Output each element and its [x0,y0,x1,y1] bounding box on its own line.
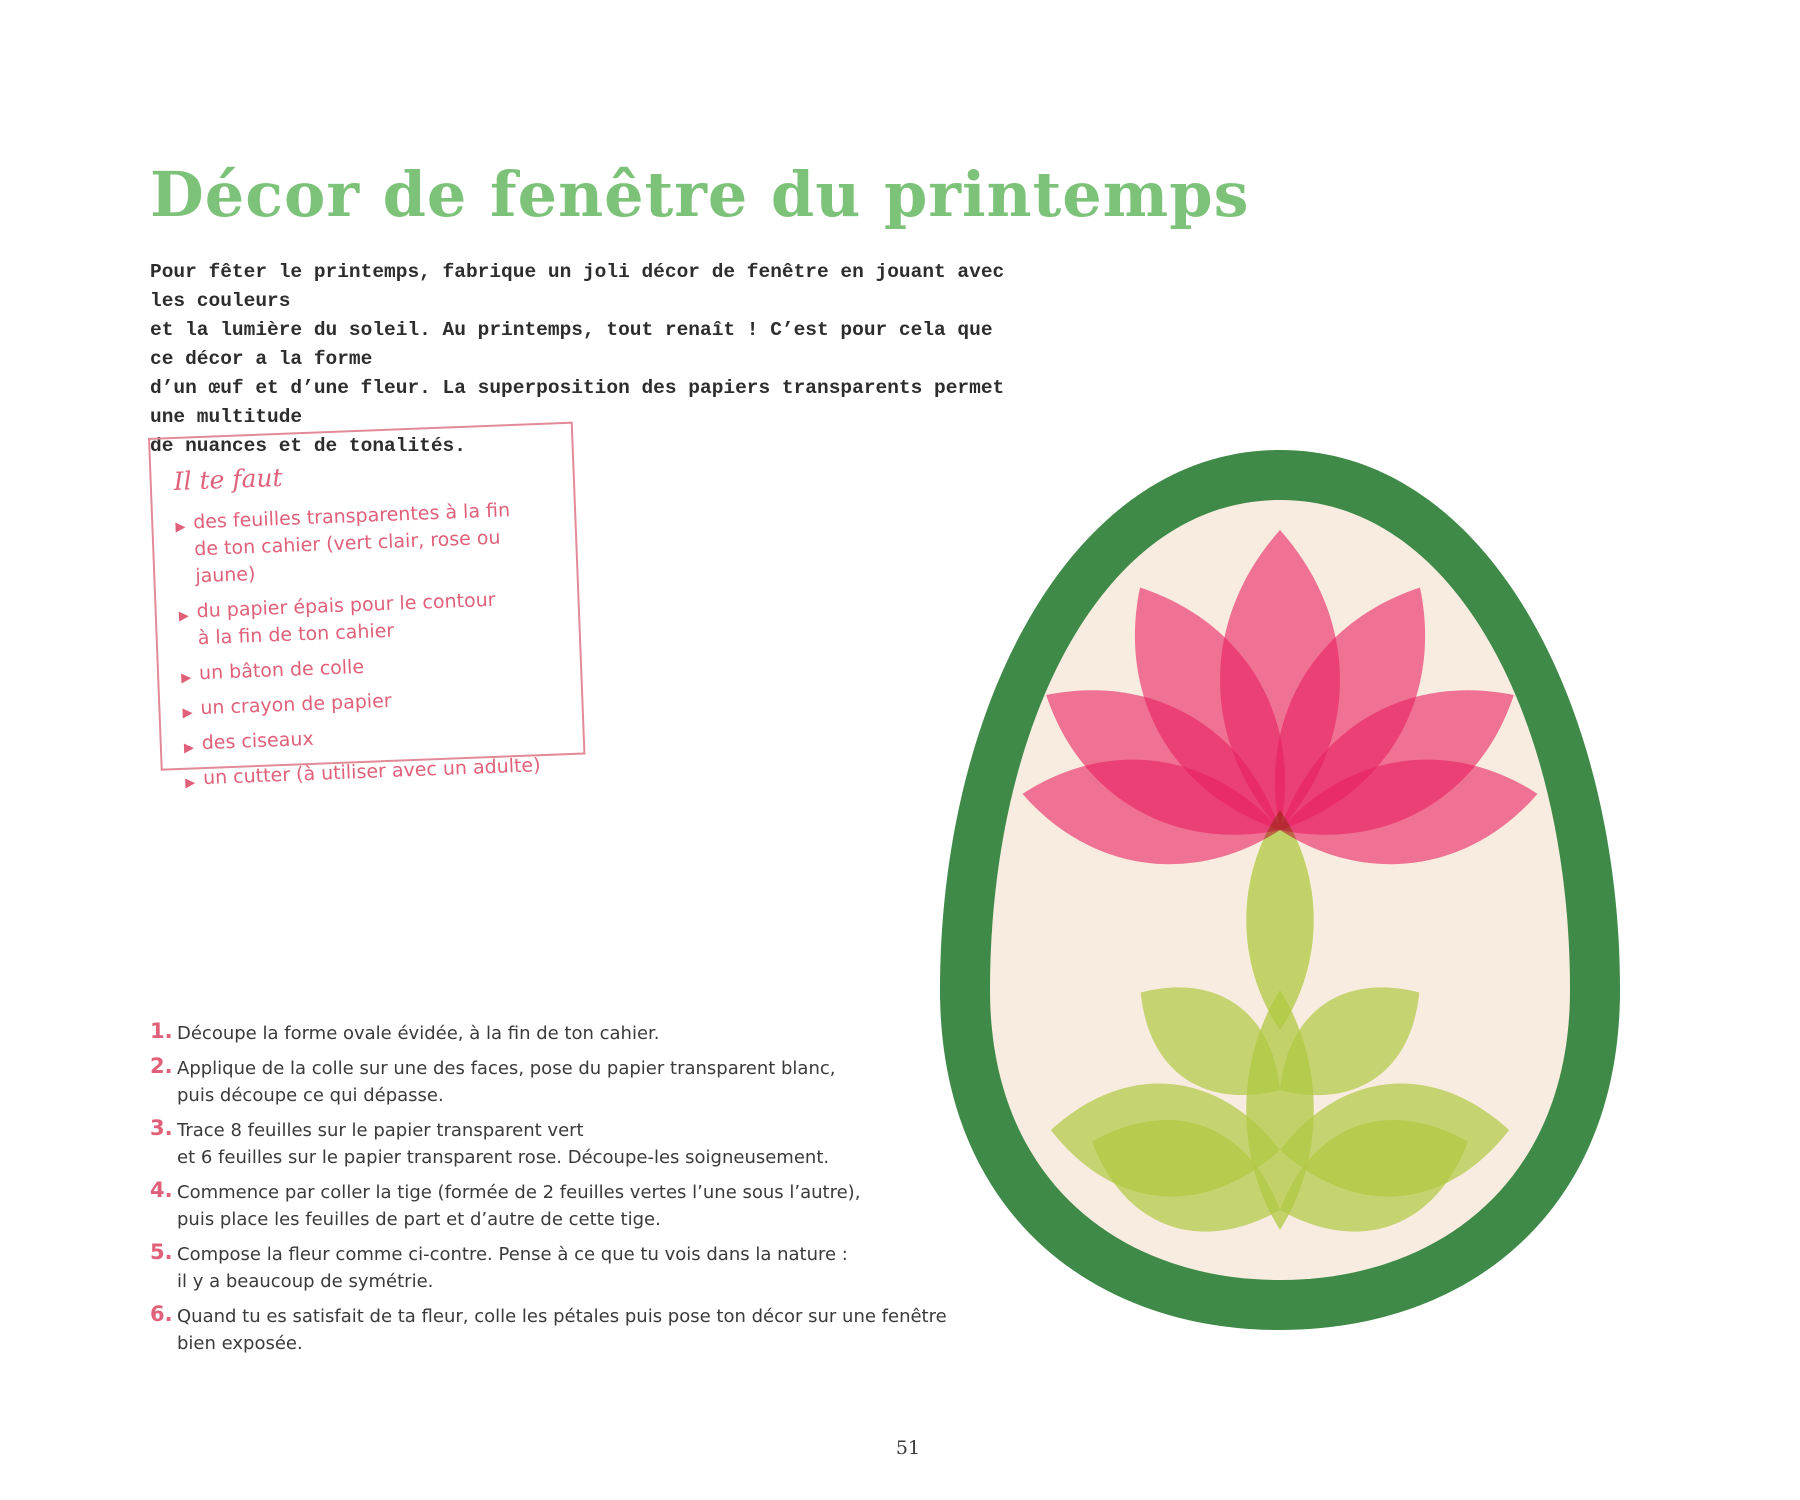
supplies-list [175,496,563,793]
step-line: et 6 feuilles sur le papier transparent rose. Découpe-les soigneusement. [177,1147,830,1168]
supply-line: des ciseaux [201,727,315,755]
triangle-bullet-icon: ▶ [183,740,195,756]
intro-line: de nuances et de tonalités. [150,435,466,457]
step-item [150,1055,970,1109]
page-title: Décor de fenêtre du printemps [150,158,1250,231]
step-line: il y a beaucoup de symétrie. [177,1271,434,1292]
step-number: 5. [150,1240,173,1264]
step-item [150,1303,970,1357]
step-item [150,1117,970,1171]
step-line: bien exposée. [177,1333,303,1354]
page-number: 51 [895,1437,921,1459]
intro-paragraph [150,258,1010,461]
triangle-bullet-icon: ▶ [182,705,193,721]
step-number: 6. [150,1302,173,1326]
step-item [150,1020,970,1047]
step-line: Trace 8 feuilles sur le papier transparent vert [177,1120,584,1141]
step-number: 3. [150,1116,173,1140]
instruction-steps [150,1020,970,1365]
supply-line: des feuilles transparentes à la fin [192,499,511,534]
step-number: 2. [150,1054,173,1078]
supply-line: de ton cahier (vert clair, rose ou jaune) [193,526,501,588]
step-line: puis découpe ce qui dépasse. [177,1085,444,1106]
step-line: Découpe la forme ovale évidée, à la fin de ton cahier. [177,1023,660,1044]
step-item [150,1179,970,1233]
step-line: Commence par coller la tige (formée de 2 feuilles vertes l’une sous l’autre), [177,1182,861,1203]
supply-line: un crayon de papier [199,689,393,720]
step-line: Applique de la colle sur une des faces, pose du papier transparent blanc, [177,1058,836,1079]
triangle-bullet-icon: ▶ [175,519,186,536]
supply-item [182,681,560,722]
supply-line: à la fin de ton cahier [197,619,395,650]
step-line: puis place les feuilles de part et d’autre de cette tige. [177,1209,661,1230]
egg-flower-illustration [930,430,1630,1350]
supply-item [185,751,563,792]
intro-line: et la lumière du soleil. Au printemps, tout renaît ! C’est pour cela que ce décor a la forme [150,319,993,370]
triangle-bullet-icon: ▶ [184,775,196,791]
step-number: 4. [150,1178,173,1202]
supply-line: du papier épais pour le contour [196,588,496,623]
supply-item [183,716,561,757]
triangle-bullet-icon: ▶ [178,608,190,624]
supply-line: un cutter (à utiliser avec un adulte) [202,754,541,790]
supplies-heading: Il te faut [173,462,284,497]
step-line: Quand tu es satisfait de ta fleur, colle les pétales puis pose ton décor sur une fenêtre [177,1306,947,1327]
step-line: Compose la fleur comme ci-contre. Pense à ce que tu vois dans la nature : [177,1244,848,1265]
intro-line: d’un œuf et d’une fleur. La superposition des papiers transparents permet une multitude [150,377,1005,428]
supply-item [175,496,555,591]
supply-item [181,646,559,687]
supplies-box [148,422,585,791]
triangle-bullet-icon: ▶ [180,670,192,686]
supply-line: un bâton de colle [198,655,365,685]
intro-line: Pour fêter le printemps, fabrique un joli décor de fenêtre en jouant avec les couleurs [150,261,1005,312]
step-number: 1. [150,1019,173,1043]
step-item [150,1241,970,1295]
supply-item [178,584,557,652]
